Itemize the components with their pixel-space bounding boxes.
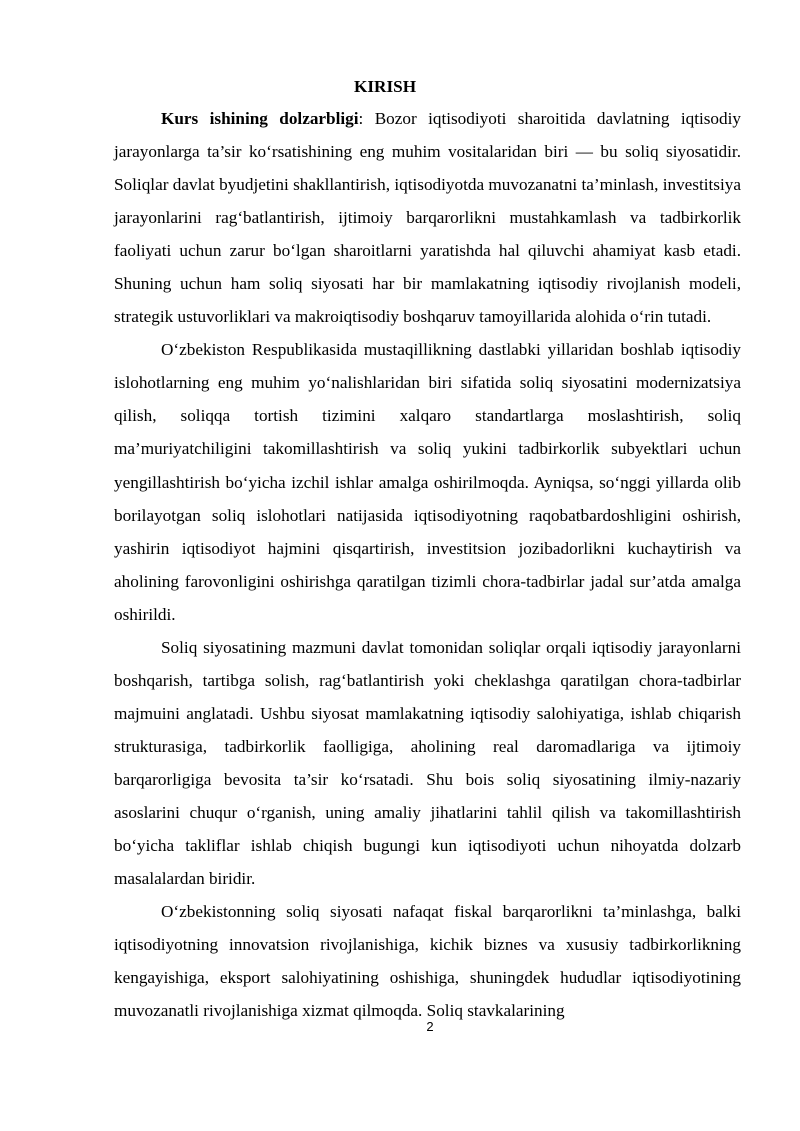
paragraph-policy-content: Soliq siyosatining mazmuni davlat tomonidan soliqlar orqali iqtisodiy jarayonlarni boshqarish, tartibga solish, rag‘batlantirish yoki cheklashga qaratilgan chora-tadbirlar majmuini anglatadi. Ushbu siyosat mamlakatning iqtisodiy salohiyatiga, ishlab chiqarish strukturasiga, tadbirkorlik faolligiga, aholining real daromadlariga va ijtimoiy barqarorligiga bevosita ta’sir ko‘rsatadi. Shu bois soliq siyosatining ilmiy-nazariy asoslarini chuqur o‘rganish, uning amaliy jihatlarini tahlil qilish va takomillashtirish bo‘yicha takliflar ishlab chiqish bugungi kun iqtisodiyoti uchun nihoyatda dolzarb masalalardan biridir. (114, 637, 741, 889)
section-title: KIRISH (354, 77, 417, 96)
page-number: 2 (426, 1019, 434, 1034)
paragraph-relevance (114, 102, 741, 333)
paragraph-reforms: O‘zbekiston Respublikasida mustaqillikning dastlabki yillaridan boshlab iqtisodiy islohotlarning eng muhim yo‘nalishlaridan biri sifatida soliq siyosatini modernizatsiya qilish, soliqqa tortish tizimini xalqaro standartlarga moslashtirish, soliq ma’muriyatchiligini takomillashtirish va soliq yukini tadbirkorlik subyektlari uchun yengillashtirish bo‘yicha izchil ishlar amalga oshirilmoqda. Ayniqsa, so‘nggi yillarda olib borilayotgan soliq islohotlari natijasida iqtisodiyotning raqobatbardoshligini oshirish, yashirin iqtisodiyot hajmini qisqartirish, investitsion jozibadorlikni kuchaytirish va aholining farovonligini oshirishga qaratilgan tizimli chora-tadbirlar jadal sur’atda amalga oshirildi. (114, 340, 741, 624)
paragraph-text: : Bozor iqtisodiyoti sharoitida davlatning iqtisodiy jarayonlarga ta’sir ko‘rsatishining eng muhim vositalaridan biri — bu soliq siyosatidir. Soliqlar davlat byudjetini shakllantirish, iqtisodiyotda muvozanatni ta’minlash, investitsiya jarayonlarini rag‘batlantirish, ijtimoiy barqarorlikni mustahkamlash va tadbirkorlik faoliyati uchun zarur bo‘lgan sharoitlarni yaratishda hal qiluvchi ahamiyat kasb etadi. Shuning uchun ham soliq siyosati har bir mamlakatning iqtisodiy rivojlanish modeli, strategik ustuvorliklari va makroiqtisodiy boshqaruv tamoyillarida alohida o‘rin tutadi. (114, 109, 741, 327)
paragraph-fiscal-stability: O‘zbekistonning soliq siyosati nafaqat fiskal barqarorlikni ta’minlashga, balki iqtisodiyotning innovatsion rivojlanishiga, kichik biznes va xususiy tadbirkorlikning kengayishiga, eksport salohiyatining oshishiga, shuningdek hududlar iqtisodiyotining muvozanatli rivojlanishiga xizmat qilmoqda. Soliq stavkalarining (114, 902, 741, 1021)
document-page (114, 72, 741, 1027)
paragraph-lead-heading: Kurs ishining dolzarbligi (161, 109, 359, 128)
